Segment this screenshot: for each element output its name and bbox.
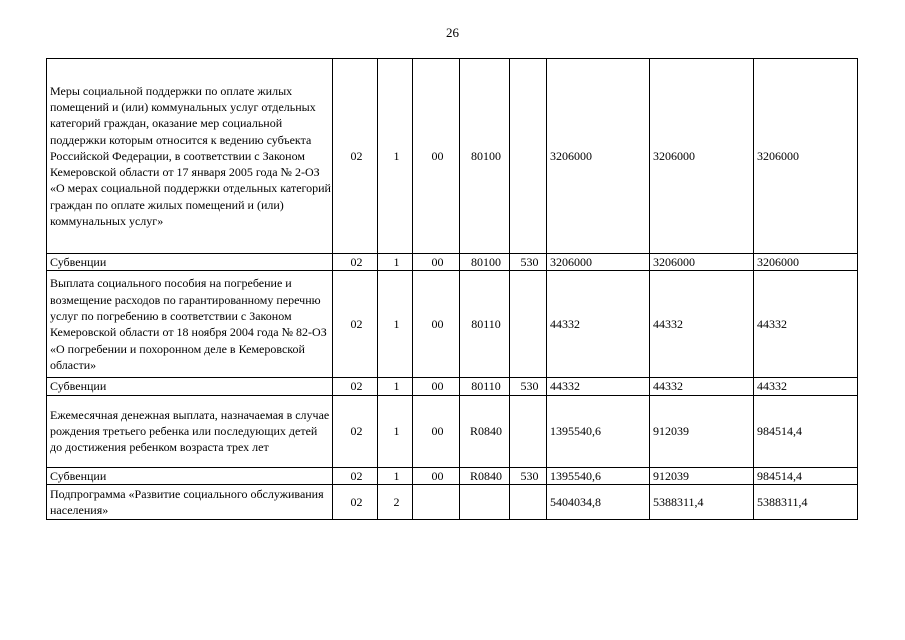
code-direction: 80110 bbox=[460, 271, 510, 378]
value-year-1: 1395540,6 bbox=[547, 467, 650, 484]
code-main-activity bbox=[413, 484, 460, 519]
value-year-2: 5388311,4 bbox=[650, 484, 754, 519]
code-direction: R0840 bbox=[460, 395, 510, 467]
page-number: 26 bbox=[446, 25, 459, 40]
table-row bbox=[47, 467, 858, 484]
code-section: 02 bbox=[333, 378, 378, 395]
value-year-1: 5404034,8 bbox=[547, 484, 650, 519]
value-year-2: 44332 bbox=[650, 378, 754, 395]
value-year-3: 984514,4 bbox=[754, 395, 858, 467]
code-expense-type bbox=[510, 484, 547, 519]
value-year-3: 44332 bbox=[754, 378, 858, 395]
code-main-activity: 00 bbox=[413, 395, 460, 467]
code-expense-type bbox=[510, 395, 547, 467]
value-year-2: 44332 bbox=[650, 271, 754, 378]
code-subprogram: 1 bbox=[378, 378, 413, 395]
value-year-3: 44332 bbox=[754, 271, 858, 378]
row-name: Подпрограмма «Развитие социального обслуживания населения» bbox=[47, 484, 333, 519]
code-section: 02 bbox=[333, 254, 378, 271]
code-direction: 80100 bbox=[460, 254, 510, 271]
code-main-activity: 00 bbox=[413, 467, 460, 484]
code-subprogram: 1 bbox=[378, 254, 413, 271]
value-year-3: 3206000 bbox=[754, 254, 858, 271]
value-year-2: 912039 bbox=[650, 395, 754, 467]
row-name: Меры социальной поддержки по оплате жилых помещений и (или) коммунальных услуг отдельных категорий граждан, оказание мер социальной поддержки которым относится к ведению субъекта Российской Федерации, в соответствии с Законом Кемеровской области от 17 января 2005 года № 2-ОЗ «О мерах социальной поддержки отдельных категорий граждан по оплате жилых помещений и (или) коммунальных услуг» bbox=[47, 59, 333, 254]
code-direction: 80100 bbox=[460, 59, 510, 254]
code-main-activity: 00 bbox=[413, 271, 460, 378]
code-expense-type bbox=[510, 271, 547, 378]
table-row bbox=[47, 271, 858, 378]
code-direction bbox=[460, 484, 510, 519]
code-subprogram: 1 bbox=[378, 395, 413, 467]
code-expense-type: 530 bbox=[510, 378, 547, 395]
code-expense-type: 530 bbox=[510, 467, 547, 484]
code-direction: R0840 bbox=[460, 467, 510, 484]
value-year-1: 44332 bbox=[547, 271, 650, 378]
code-section: 02 bbox=[333, 395, 378, 467]
value-year-1: 1395540,6 bbox=[547, 395, 650, 467]
row-name: Ежемесячная денежная выплата, назначаемая в случае рождения третьего ребенка или последующих детей до достижения ребенком возраста трех лет bbox=[47, 395, 333, 467]
table-row bbox=[47, 254, 858, 271]
code-main-activity: 00 bbox=[413, 378, 460, 395]
value-year-2: 3206000 bbox=[650, 59, 754, 254]
code-section: 02 bbox=[333, 271, 378, 378]
value-year-1: 3206000 bbox=[547, 254, 650, 271]
table-row bbox=[47, 484, 858, 519]
value-year-1: 3206000 bbox=[547, 59, 650, 254]
code-section: 02 bbox=[333, 484, 378, 519]
row-name: Субвенции bbox=[47, 378, 333, 395]
code-section: 02 bbox=[333, 59, 378, 254]
code-main-activity: 00 bbox=[413, 59, 460, 254]
code-subprogram: 1 bbox=[378, 271, 413, 378]
code-subprogram: 2 bbox=[378, 484, 413, 519]
table-row bbox=[47, 395, 858, 467]
code-expense-type bbox=[510, 59, 547, 254]
table-row bbox=[47, 378, 858, 395]
row-name: Выплата социального пособия на погребение и возмещение расходов по гарантированному перечню услуг по погребению в соответствии с Законом Кемеровской области от 18 ноября 2004 года № 82-ОЗ «О погребении и похоронном деле в Кемеровской области» bbox=[47, 271, 333, 378]
code-section: 02 bbox=[333, 467, 378, 484]
value-year-3: 3206000 bbox=[754, 59, 858, 254]
value-year-2: 912039 bbox=[650, 467, 754, 484]
table-row bbox=[47, 59, 858, 254]
row-name: Субвенции bbox=[47, 254, 333, 271]
code-expense-type: 530 bbox=[510, 254, 547, 271]
code-subprogram: 1 bbox=[378, 467, 413, 484]
value-year-1: 44332 bbox=[547, 378, 650, 395]
code-main-activity: 00 bbox=[413, 254, 460, 271]
value-year-3: 5388311,4 bbox=[754, 484, 858, 519]
budget-table bbox=[46, 58, 858, 520]
code-direction: 80110 bbox=[460, 378, 510, 395]
value-year-2: 3206000 bbox=[650, 254, 754, 271]
code-subprogram: 1 bbox=[378, 59, 413, 254]
value-year-3: 984514,4 bbox=[754, 467, 858, 484]
row-name: Субвенции bbox=[47, 467, 333, 484]
